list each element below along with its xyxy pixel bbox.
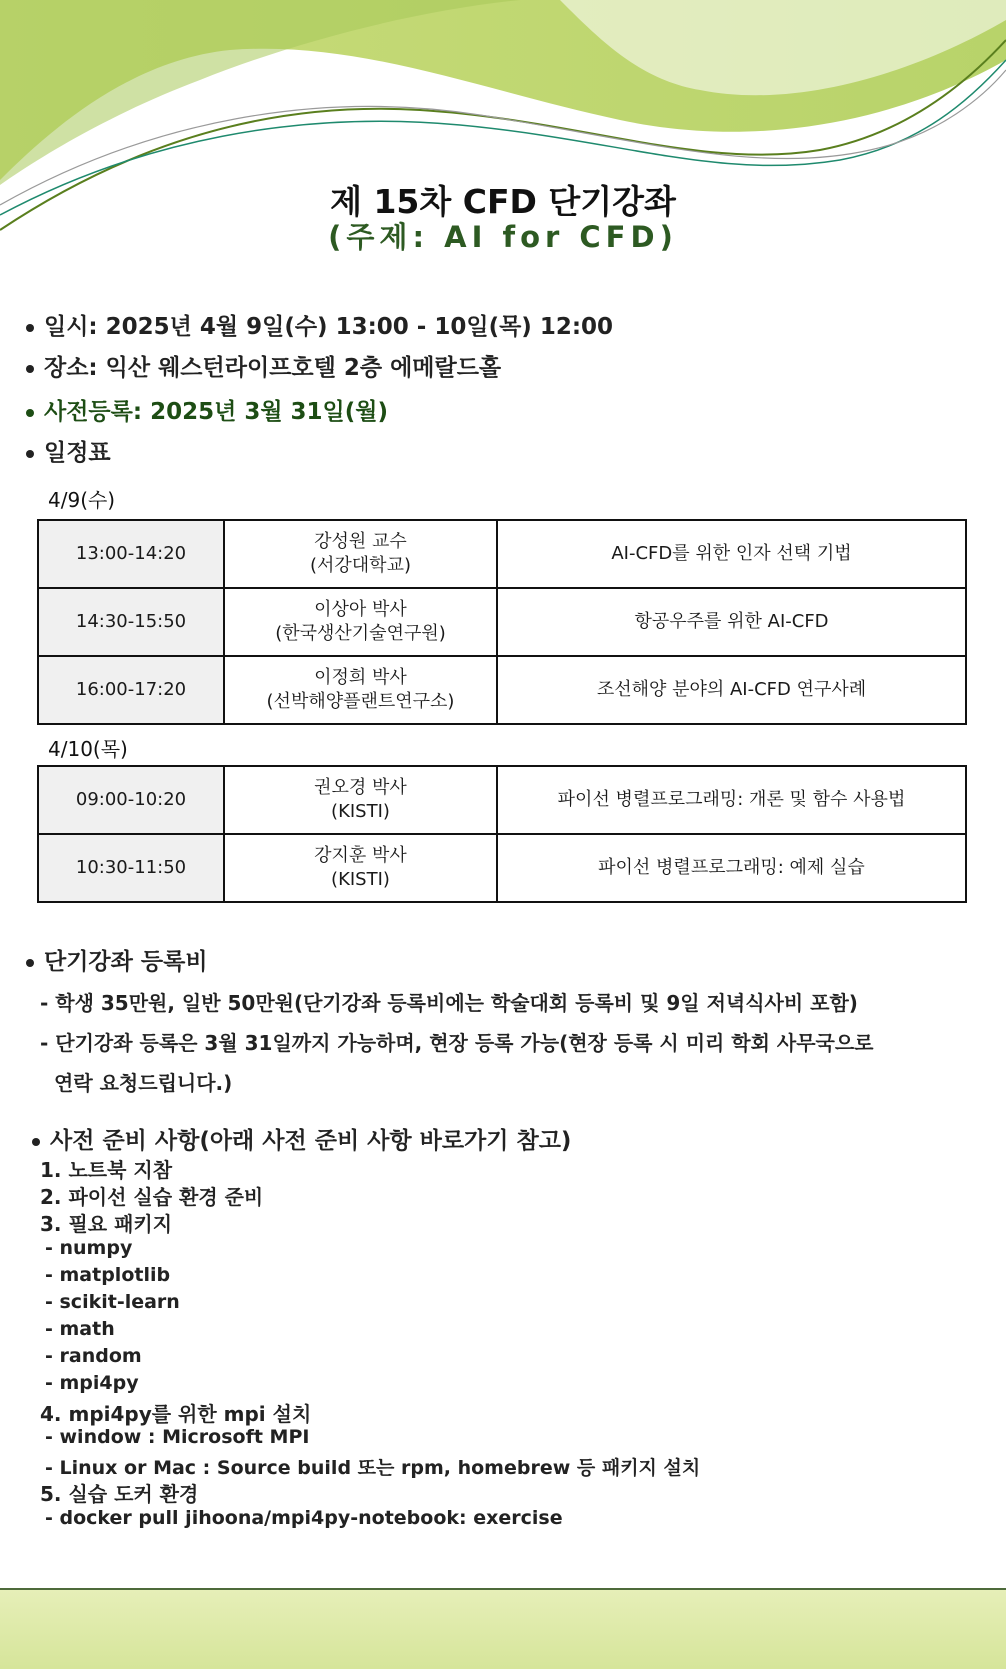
fees-heading-text: 단기강좌 등록비	[44, 949, 208, 975]
table-row	[38, 588, 966, 656]
prep-subitem: - numpy	[45, 1237, 133, 1259]
session-speaker	[224, 766, 497, 834]
session-topic: 파이선 병렬프로그래밍: 예제 실습	[497, 834, 966, 902]
table-row	[38, 656, 966, 724]
bullet-dot-icon	[26, 959, 34, 967]
session-topic: 항공우주를 위한 AI-CFD	[497, 588, 966, 656]
table-row	[38, 766, 966, 834]
day2-label: 4/10(목)	[48, 737, 128, 761]
session-speaker	[224, 834, 497, 902]
session-time: 14:30-15:50	[38, 588, 224, 656]
prep-subitem: - docker pull jihoona/mpi4py-notebook: exercise	[45, 1507, 563, 1529]
bullet-dot-icon	[26, 450, 34, 458]
fees-line-1: - 학생 35만원, 일반 50만원(단기강좌 등록비에는 학술대회 등록비 및 9일 저녁식사비 포함)	[40, 991, 858, 1015]
speaker-name: 권오경 박사	[314, 777, 407, 798]
footer-band	[0, 1588, 1006, 1669]
fees-heading	[26, 943, 208, 976]
fees-line-2: - 단기강좌 등록은 3월 31일까지 가능하며, 현장 등록 가능(현장 등록 시 미리 학회 사무국으로	[40, 1031, 874, 1055]
prep-item: 5. 실습 도커 환경	[40, 1482, 199, 1506]
session-topic: AI-CFD를 위한 인자 선택 기법	[497, 520, 966, 588]
session-time: 16:00-17:20	[38, 656, 224, 724]
speaker-affiliation: (서강대학교)	[310, 555, 411, 576]
speaker-affiliation: (선박해양플랜트연구소)	[266, 691, 455, 712]
prep-subitem: - mpi4py	[45, 1372, 139, 1394]
speaker-affiliation: (KISTI)	[331, 801, 390, 822]
schedule-table-day2	[37, 765, 967, 903]
speaker-affiliation: (KISTI)	[331, 869, 390, 890]
session-time: 13:00-14:20	[38, 520, 224, 588]
prep-subitem: - scikit-learn	[45, 1291, 180, 1313]
prep-item: 3. 필요 패키지	[40, 1212, 173, 1236]
page-title: 제 15차 CFD 단기강좌	[330, 182, 676, 221]
schedule-heading-text: 일정표	[44, 440, 111, 466]
session-time: 10:30-11:50	[38, 834, 224, 902]
prep-item: 1. 노트북 지참	[40, 1158, 173, 1182]
prep-subitem: - window : Microsoft MPI	[45, 1426, 310, 1448]
bullet-dot-icon	[26, 324, 34, 332]
page-subtitle: (주제: AI for CFD)	[328, 220, 678, 254]
session-speaker	[224, 520, 497, 588]
info-datetime	[26, 308, 613, 341]
bullet-dot-icon	[26, 409, 34, 417]
speaker-name: 이상아 박사	[314, 599, 407, 620]
speaker-affiliation: (한국생산기술연구원)	[275, 623, 446, 644]
prep-heading	[32, 1122, 571, 1155]
prep-item: 4. mpi4py를 위한 mpi 설치	[40, 1402, 312, 1426]
prep-subitem: - math	[45, 1318, 115, 1340]
info-datetime-text: 일시: 2025년 4월 9일(수) 13:00 - 10일(목) 12:00	[44, 314, 614, 340]
session-topic: 파이선 병렬프로그래밍: 개론 및 함수 사용법	[497, 766, 966, 834]
prep-item: 2. 파이선 실습 환경 준비	[40, 1185, 264, 1209]
speaker-name: 강지훈 박사	[314, 845, 407, 866]
info-schedule-heading	[26, 434, 111, 467]
fees-line-3: 연락 요청드립니다.)	[54, 1071, 233, 1095]
session-topic: 조선해양 분야의 AI-CFD 연구사례	[497, 656, 966, 724]
table-row	[38, 520, 966, 588]
info-preregistration	[26, 393, 388, 426]
info-venue	[26, 349, 501, 382]
prep-subitem: - matplotlib	[45, 1264, 171, 1286]
table-row	[38, 834, 966, 902]
schedule-table-day1	[37, 519, 967, 725]
prep-subitem: - random	[45, 1345, 142, 1367]
session-speaker	[224, 588, 497, 656]
bullet-dot-icon	[32, 1138, 40, 1146]
speaker-name: 강성원 교수	[314, 531, 407, 552]
session-time: 09:00-10:20	[38, 766, 224, 834]
bullet-dot-icon	[26, 365, 34, 373]
day1-label: 4/9(수)	[48, 488, 116, 512]
prep-heading-text: 사전 준비 사항(아래 사전 준비 사항 바로가기 참고)	[50, 1128, 572, 1154]
info-preregistration-text: 사전등록: 2025년 3월 31일(월)	[44, 399, 389, 425]
info-venue-text: 장소: 익산 웨스턴라이프호텔 2층 에메랄드홀	[44, 355, 502, 381]
session-speaker	[224, 656, 497, 724]
prep-subitem: - Linux or Mac : Source build 또는 rpm, homebrew 등 패키지 설치	[45, 1457, 701, 1479]
speaker-name: 이정희 박사	[314, 667, 407, 688]
